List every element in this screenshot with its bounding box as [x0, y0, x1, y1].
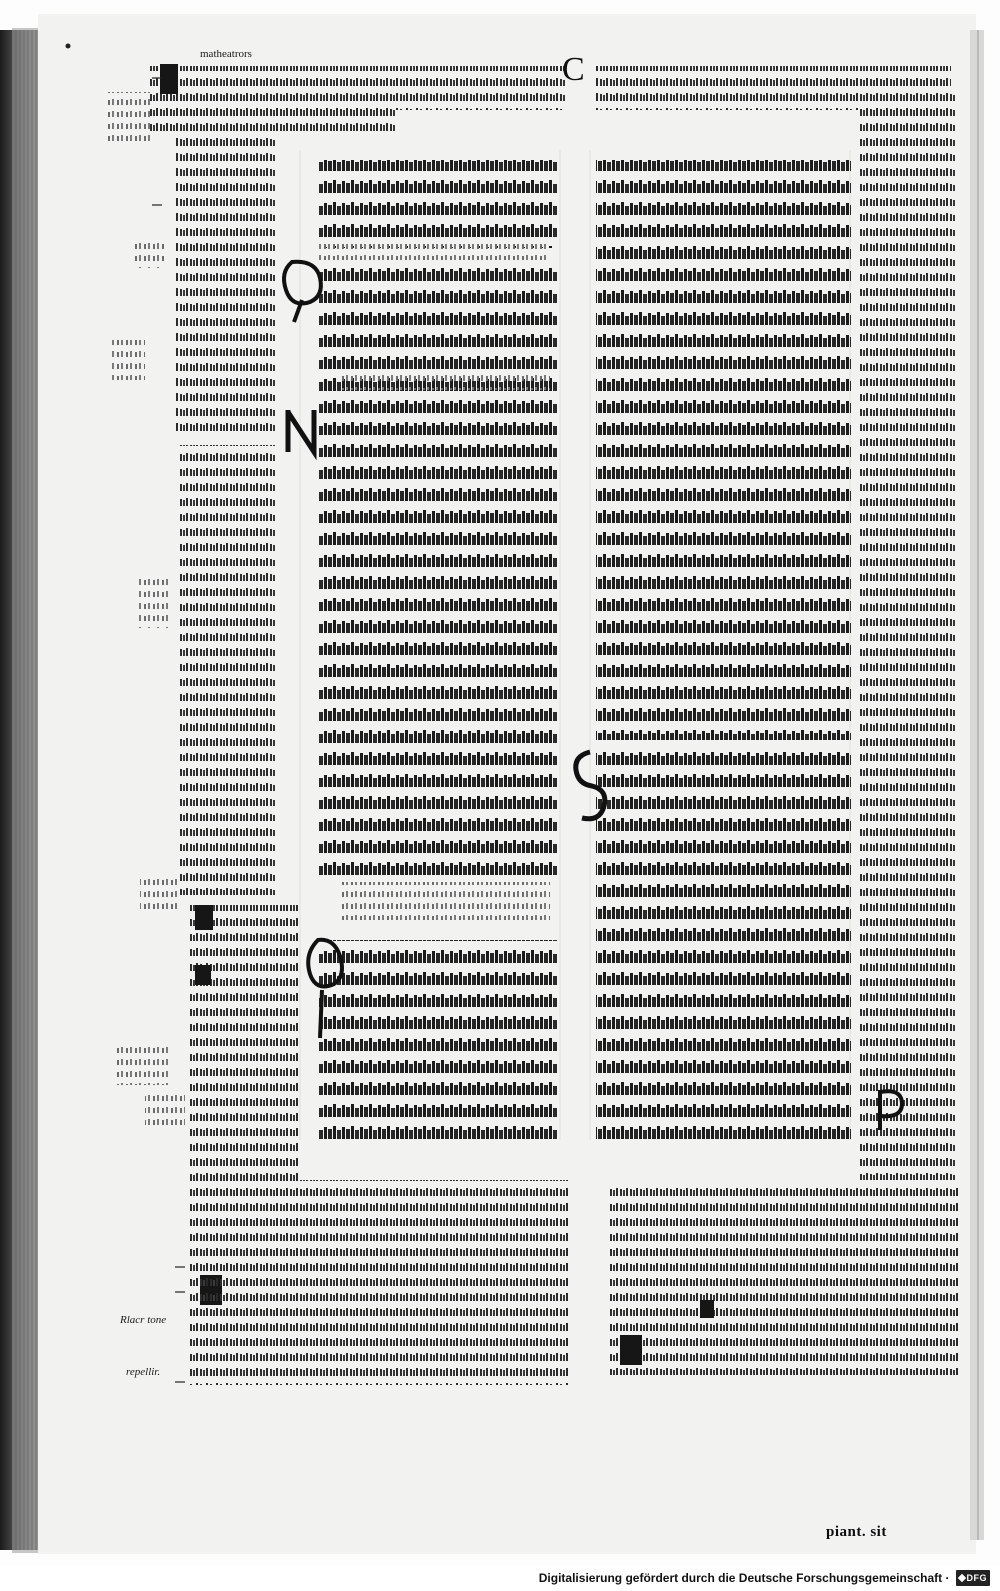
faint-note-4: [138, 578, 170, 628]
main-column-1-faint-line-3: [340, 882, 550, 920]
main-column-1-faint-line-2: [340, 374, 550, 390]
left-gloss-column-b: [180, 445, 275, 895]
margin-note-left-two: repellir.: [126, 1366, 161, 1378]
faint-note-1: [108, 92, 150, 142]
right-gloss-column-a: [860, 90, 955, 1180]
main-column-1-d: [318, 940, 558, 1140]
bottom-gloss-right: [610, 1185, 960, 1375]
faint-note-7: [145, 1095, 185, 1130]
main-column-1-c: [318, 400, 558, 880]
initial-s-bottom: [700, 1300, 714, 1318]
initial-s-small: [195, 905, 213, 930]
faint-note-2: [135, 238, 165, 268]
ink-dot: [66, 44, 71, 49]
initial-q-small: [195, 965, 211, 985]
main-column-1-a: [318, 160, 558, 248]
main-column-2-b: [596, 745, 851, 1140]
dfg-credit-text: Digitalisierung gefördert durch die Deutsche Forschungsgemeinschaft ·: [538, 1571, 950, 1585]
margin-note-left-one: Rlacr tone: [120, 1314, 167, 1326]
catchword: piant. sit: [826, 1524, 887, 1540]
dfg-mark-icon: [957, 1574, 965, 1582]
top-gloss-left: [150, 66, 395, 132]
top-gloss-right-a: [395, 66, 565, 110]
faint-note-5: [140, 875, 178, 915]
dfg-logo-icon: [956, 1570, 991, 1586]
left-gloss-column-a: [175, 135, 275, 435]
dfg-logo-label: DFG: [966, 1573, 987, 1583]
bottom-gloss-left: [190, 1180, 568, 1385]
running-header: matheatrors: [200, 48, 252, 60]
gloss-initial-c: C: [562, 51, 585, 88]
left-gloss-column-c: [190, 905, 300, 1185]
right-page-edge: [970, 30, 984, 1540]
main-column-2-a: [596, 160, 851, 740]
faint-note-6: [115, 1045, 170, 1085]
initial-o-bottom: [620, 1335, 642, 1365]
faint-note-3: [110, 340, 145, 380]
small-initial-q-top: [160, 64, 178, 94]
credit-bar: [0, 1565, 1000, 1591]
main-column-1-faint-line: [318, 244, 548, 260]
